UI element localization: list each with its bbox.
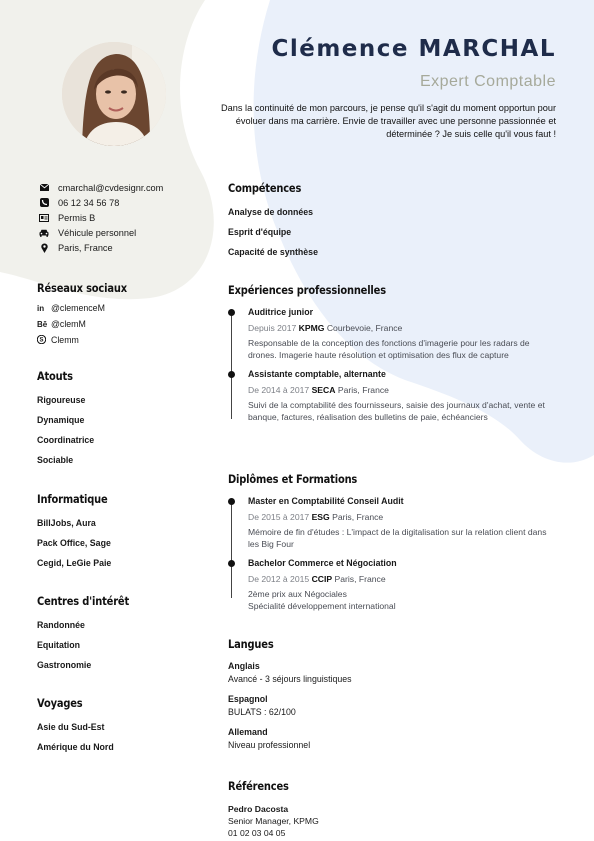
list-item: Pack Office, Sage <box>37 538 111 548</box>
car-icon <box>39 228 49 238</box>
list-item: Dynamique <box>37 415 85 425</box>
informatique-heading: Informatique <box>37 492 108 506</box>
contact-location <box>39 240 209 255</box>
entry-org: CCIP <box>311 574 333 584</box>
entry-location: Courbevoie, France <box>326 323 403 333</box>
timeline-line <box>231 504 232 598</box>
experience-entry <box>248 307 558 361</box>
language-level: BULATS : 62/100 <box>228 707 296 717</box>
entry-dates: Depuis 2017 <box>248 323 297 333</box>
list-item: Randonnée <box>37 620 85 630</box>
voyages-section <box>37 696 207 752</box>
profile-photo <box>62 42 166 146</box>
list-item: Rigoureuse <box>37 395 86 405</box>
entry-org: SECA <box>311 385 336 395</box>
timeline-dot <box>228 309 235 316</box>
diploma-entry <box>248 558 558 612</box>
social-section <box>37 281 207 348</box>
envelope-icon <box>39 183 49 193</box>
skill-item: Analyse de données <box>228 207 314 217</box>
language-name: Anglais <box>228 661 260 671</box>
experiences-heading: Expériences professionnelles <box>228 283 386 297</box>
experiences-timeline <box>228 307 558 423</box>
id-card-icon <box>39 213 49 223</box>
timeline-dot <box>228 498 235 505</box>
location-pin-icon <box>39 243 49 253</box>
entry-title: Auditrice junior <box>248 307 314 317</box>
list-item: Sociable <box>37 455 74 465</box>
entry-title: Master en Comptabilité Conseil Audit <box>248 496 404 506</box>
timeline-dot <box>228 371 235 378</box>
timeline-dot <box>228 560 235 567</box>
candidate-name: Clémence MARCHAL <box>271 36 556 62</box>
entry-org: KPMG <box>298 323 325 333</box>
diplomes-section <box>228 472 558 612</box>
job-title: Expert Comptable <box>419 73 556 90</box>
contact-vehicle <box>39 225 209 240</box>
skype-icon <box>37 335 47 346</box>
list-item: Equitation <box>37 640 81 650</box>
entry-dates: De 2015 à 2017 <box>248 512 310 522</box>
social-heading: Réseaux sociaux <box>37 281 127 295</box>
voyages-heading: Voyages <box>37 696 83 710</box>
entry-meta <box>248 512 558 522</box>
references-heading: Références <box>228 779 289 793</box>
language-name: Allemand <box>228 727 268 737</box>
language-name: Espagnol <box>228 694 268 704</box>
entry-description: Mémoire de fin d'études : L'impact de la digitalisation sur la relation client dans les Big Four <box>248 527 547 549</box>
entry-description: Responsable de la conception des fonctions d'imagerie pour les radars de drones. Imagerie haute résolution et optimisation des flux de capture <box>248 338 530 360</box>
interets-section <box>37 594 207 670</box>
list-item: Asie du Sud-Est <box>37 722 105 732</box>
linkedin-icon: in <box>37 303 45 313</box>
entry-location: Paris, France <box>334 574 386 584</box>
entry-description: Suivi de la comptabilité des fournisseurs, saisie des journaux d'achat, vente et banque, factures, réalisation des bulletins de paie, échéanciers <box>248 400 545 422</box>
contact-list <box>39 180 209 255</box>
language-level: Avancé - 3 séjours linguistiques <box>228 674 352 684</box>
social-linkedin[interactable] <box>37 300 207 316</box>
informatique-section <box>37 492 207 568</box>
competences-heading: Compétences <box>228 181 302 195</box>
diplomes-timeline <box>228 496 558 612</box>
diplomes-heading: Diplômes et Formations <box>228 472 358 486</box>
entry-title: Bachelor Commerce et Négociation <box>248 558 397 568</box>
langues-section <box>228 637 558 750</box>
behance-icon: Bē <box>37 319 48 329</box>
list-item: Cegid, LeGie Paie <box>37 558 112 568</box>
contact-location-text: Paris, France <box>58 242 113 253</box>
contact-vehicle-text: Véhicule personnel <box>58 227 137 238</box>
entry-org: ESG <box>311 512 330 522</box>
langues-heading: Langues <box>228 637 274 651</box>
references-section <box>228 779 558 839</box>
entry-location: Paris, France <box>337 385 389 395</box>
social-skype[interactable] <box>37 332 207 348</box>
diploma-entry <box>248 496 558 550</box>
list-item: BillJobs, Aura <box>37 518 96 528</box>
competences-section <box>228 181 558 257</box>
reference-phone: 01 02 03 04 05 <box>228 828 286 838</box>
svg-text:S: S <box>39 337 44 344</box>
contact-email-text: cmarchal@cvdesignr.com <box>58 182 164 193</box>
entry-meta <box>248 385 558 395</box>
intro-text: Dans la continuité de mon parcours, je pense qu'il s'agit du moment opportun pour évoluer dans ma carrière. Envie de travailler avec une personne passionnée et déterminée ? Je suis celle qu'il vous faut ! <box>221 103 556 139</box>
contact-license <box>39 210 209 225</box>
atouts-heading: Atouts <box>37 369 73 383</box>
list-item: Coordinatrice <box>37 435 95 445</box>
list-item: Amérique du Nord <box>37 742 114 752</box>
skill-item: Capacité de synthèse <box>228 247 318 257</box>
experience-entry <box>248 369 558 423</box>
experiences-section <box>228 283 558 423</box>
social-skype-text: Clemm <box>51 335 79 345</box>
entry-dates: De 2014 à 2017 <box>248 385 310 395</box>
reference-role: Senior Manager, KPMG <box>228 816 319 826</box>
timeline-line <box>231 315 232 419</box>
list-item: Gastronomie <box>37 660 92 670</box>
phone-icon <box>39 198 49 208</box>
contact-email[interactable] <box>39 180 209 195</box>
contact-phone[interactable] <box>39 195 209 210</box>
contact-license-text: Permis B <box>58 212 96 223</box>
entry-meta <box>248 574 558 584</box>
reference-name: Pedro Dacosta <box>228 804 289 814</box>
contact-phone-text: 06 12 34 56 78 <box>58 197 120 208</box>
entry-dates: De 2012 à 2015 <box>248 574 310 584</box>
skill-item: Esprit d'équipe <box>228 227 292 237</box>
entry-title: Assistante comptable, alternante <box>248 369 386 379</box>
social-linkedin-text: @clemenceM <box>51 303 105 313</box>
social-behance-text: @clemM <box>51 319 86 329</box>
social-behance[interactable] <box>37 316 207 332</box>
language-level: Niveau professionnel <box>228 740 311 750</box>
interets-heading: Centres d'intérêt <box>37 594 130 608</box>
atouts-section <box>37 369 207 465</box>
entry-location: Paris, France <box>332 512 384 522</box>
entry-description: 2ème prix aux Négociales Spécialité développement international <box>248 589 396 611</box>
entry-meta <box>248 323 558 333</box>
